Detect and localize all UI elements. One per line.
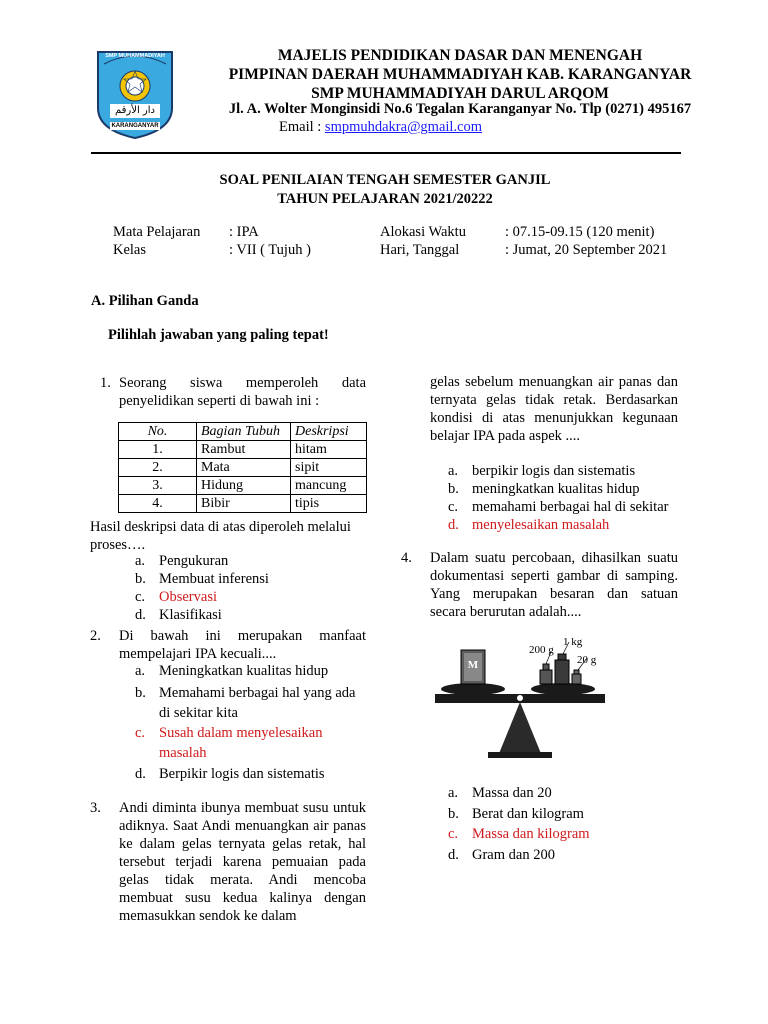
weight-20g-label: 20 g <box>577 654 597 666</box>
header-address: Jl. A. Wolter Monginsidi No.6 Tegalan Karanganyar No. Tlp (0271) 495167 <box>228 101 692 117</box>
q2-option-c-cont: masalah <box>159 745 207 761</box>
date-value: : Jumat, 20 September 2021 <box>505 242 668 258</box>
subject-label: Mata Pelajaran <box>113 224 201 240</box>
logo-arabic: دار الأرقم <box>115 105 155 116</box>
exam-title: SOAL PENILAIAN TENGAH SEMESTER GANJIL <box>219 172 551 188</box>
q2-option-c[interactable]: c. Susah dalam menyelesaikan <box>135 725 323 741</box>
table-cell: Mata <box>197 459 291 477</box>
time-label: Alokasi Waktu <box>380 224 466 240</box>
header-line-1: MAJELIS PENDIDIKAN DASAR DAN MENENGAH <box>277 47 643 64</box>
header-line-2: PIMPINAN DAERAH MUHAMMADIYAH KAB. KARANGANYAR <box>228 66 692 83</box>
table-cell: hitam <box>291 441 367 459</box>
table-header: Bagian Tubuh <box>197 423 291 441</box>
q4-option-b[interactable]: b. Berat dan kilogram <box>448 806 584 822</box>
class-value: : VII ( Tujuh ) <box>229 242 311 258</box>
q3-option-b[interactable]: b. meningkatkan kualitas hidup <box>448 481 640 497</box>
header-line-3: SMP MUHAMMADIYAH DARUL ARQOM <box>311 85 609 102</box>
q3-text: Andi diminta ibunya membuat susu untuk adiknya. Saat Andi menuangkan air panas ke dalam gelas ternyata gelas retak, hal tersebut terjadi karena pemuaian pada gelas tidak merata. Andi mencoba membuat susu kedua kalinya dengan memasukkan sendok ke dalam <box>119 800 366 924</box>
q1-option-b[interactable]: b. Membuat inferensi <box>135 571 269 587</box>
q3-option-a[interactable]: a. berpikir logis dan sistematis <box>448 463 636 479</box>
table-cell: Bibir <box>197 495 291 513</box>
q2-option-a[interactable]: a. Meningkatkan kualitas hidup <box>135 663 329 679</box>
q4-text: Dalam suatu percobaan, dihasilkan suatu dokumentasi seperti gambar di samping. Yang merupakan besaran dan satuan secara berurutan adalah.... <box>430 550 678 620</box>
q1-number: 1. <box>100 375 111 391</box>
table-cell: Hidung <box>197 477 291 495</box>
table-cell: 2. <box>119 459 197 477</box>
subject-value: : IPA <box>229 224 259 240</box>
q4-option-a[interactable]: a. Massa dan 20 <box>448 785 552 801</box>
class-label: Kelas <box>113 242 147 258</box>
q2-number: 2. <box>90 628 101 644</box>
table-cell: tipis <box>291 495 367 513</box>
section-title: A. Pilihan Ganda <box>91 293 199 309</box>
email-link[interactable]: smpmuhdakra@gmail.com <box>324 119 483 135</box>
mass-m-label: M <box>467 659 479 671</box>
q1-table <box>118 422 367 513</box>
q3-text-continued: gelas sebelum menuangkan air panas dan ternyata gelas tidak retak. Berdasarkan kondisi di atas menunjukkan kegunaan belajar IPA pada aspek .... <box>430 374 678 444</box>
time-value: : 07.15-09.15 (120 menit) <box>505 224 655 240</box>
table-header: No. <box>119 423 197 441</box>
q1-after-text: Hasil deskripsi data di atas diperoleh melalui proses…. <box>90 519 351 553</box>
q1-option-a[interactable]: a. Pengukuran <box>135 553 229 569</box>
email-label: Email : <box>279 119 325 135</box>
section-instruction: Pilihlah jawaban yang paling tepat! <box>108 327 329 343</box>
table-row <box>119 477 367 495</box>
q2-option-d[interactable]: d. Berpikir logis dan sistematis <box>135 766 325 782</box>
table-cell: mancung <box>291 477 367 495</box>
table-cell: 1. <box>119 441 197 459</box>
q4-option-d[interactable]: d. Gram dan 200 <box>448 847 555 863</box>
q2-text: Di bawah ini merupakan manfaat mempelajari IPA kecuali.... <box>119 628 366 662</box>
logo-bottom-text: KARANGANYAR <box>111 123 159 129</box>
table-row <box>119 459 367 477</box>
q1-option-d[interactable]: d. Klasifikasi <box>135 607 222 623</box>
table-cell: 3. <box>119 477 197 495</box>
header-email-row <box>279 118 482 136</box>
table-cell: Rambut <box>197 441 291 459</box>
q3-option-d[interactable]: d. menyelesaikan masalah <box>448 517 610 533</box>
q2-option-b-cont: di sekitar kita <box>159 705 238 721</box>
weight-1kg-label: 1 kg <box>563 636 583 648</box>
q3-option-c[interactable]: c. memahami berbagai hal di sekitar <box>448 499 669 515</box>
q1-option-c[interactable]: c. Observasi <box>135 589 217 605</box>
table-row <box>119 495 367 513</box>
weight-200g-label: 200 g <box>529 644 554 656</box>
exam-year: TAHUN PELAJARAN 2021/20222 <box>277 191 493 207</box>
logo-top-text: SMP MUHAMMADIYAH <box>105 53 165 59</box>
table-row <box>119 441 367 459</box>
balance-scale-figure <box>433 632 608 760</box>
q4-number: 4. <box>401 550 412 566</box>
q3-number: 3. <box>90 800 101 816</box>
table-header-row <box>119 423 367 441</box>
q4-option-c[interactable]: c. Massa dan kilogram <box>448 826 590 842</box>
q1-text: Seorang siswa memperoleh data penyelidikan seperti di bawah ini : <box>119 375 366 409</box>
q2-option-b[interactable]: b. Memahami berbagai hal yang ada <box>135 685 356 701</box>
header-divider <box>91 152 681 154</box>
date-label: Hari, Tanggal <box>380 242 460 258</box>
table-header: Deskripsi <box>291 423 367 441</box>
table-cell: 4. <box>119 495 197 513</box>
table-cell: sipit <box>291 459 367 477</box>
